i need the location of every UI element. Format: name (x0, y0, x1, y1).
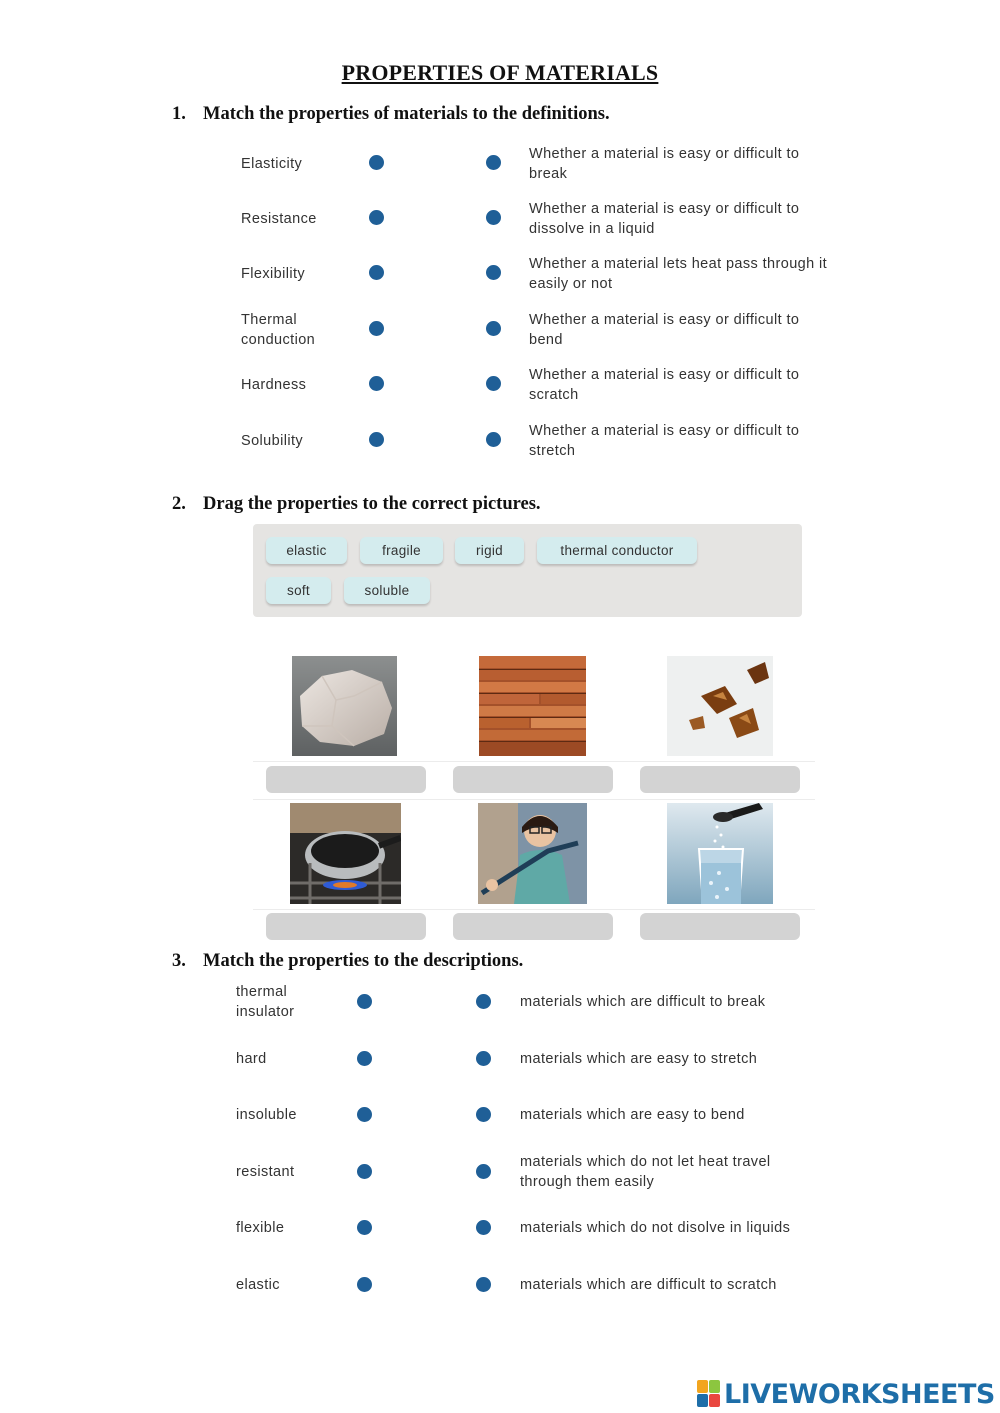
q1-left-match-dot[interactable] (369, 376, 384, 391)
q1-definition-text: Whether a material is easy or difficult to dissolve in a liquid (529, 201, 800, 237)
liveworksheets-logo-icon (697, 1380, 721, 1408)
drop-zone[interactable] (453, 913, 613, 940)
q1-definition-text: Whether a material is easy or difficult to break (529, 146, 800, 182)
q1-left-match-dot[interactable] (369, 155, 384, 170)
drag-chip-soft[interactable]: soft (266, 577, 331, 604)
drop-zone[interactable] (453, 766, 613, 793)
picture-wooden-planks (479, 656, 586, 756)
drop-zone[interactable] (640, 766, 800, 793)
q3-description-text: materials which are easy to bend (520, 1107, 745, 1123)
divider (253, 799, 815, 800)
drop-zone[interactable] (266, 913, 426, 940)
q3-left-match-dot[interactable] (357, 1107, 372, 1122)
drop-zone[interactable] (266, 766, 426, 793)
q1-right-match-dot[interactable] (486, 155, 501, 170)
word-bank (253, 524, 802, 617)
q3-right-match-dot[interactable] (476, 1220, 491, 1235)
picture-broken-glass (667, 656, 773, 756)
q1-left-match-dot[interactable] (369, 210, 384, 225)
q3-property-label: thermal insulator (236, 984, 295, 1020)
picture-pan-on-stove (290, 803, 401, 904)
q3-description-text: materials which do not let heat travel through them easily (520, 1154, 771, 1190)
q1-left-match-dot[interactable] (369, 321, 384, 336)
q3-description-text: materials which do not disolve in liquids (520, 1220, 791, 1236)
picture-salt-in-water (667, 803, 773, 904)
q3-left-match-dot[interactable] (357, 1164, 372, 1179)
drag-chip-elastic[interactable]: elastic (266, 537, 347, 564)
q1-property-label: Hardness (241, 377, 307, 393)
q1-property-label: Thermal conduction (241, 312, 316, 348)
q1-property-label: Flexibility (241, 266, 306, 282)
q1-right-match-dot[interactable] (486, 265, 501, 280)
q3-description-text: materials which are difficult to scratch (520, 1277, 777, 1293)
drop-zone[interactable] (640, 913, 800, 940)
q3-property-label: elastic (236, 1277, 280, 1293)
q3-right-match-dot[interactable] (476, 1164, 491, 1179)
q3-left-match-dot[interactable] (357, 1220, 372, 1235)
q3-left-match-dot[interactable] (357, 1051, 372, 1066)
q3-left-match-dot[interactable] (357, 994, 372, 1009)
page-title: PROPERTIES OF MATERIALS (341, 60, 659, 85)
liveworksheets-logo-text: LIVEWORKSHEETS (724, 1378, 995, 1410)
question-3-heading (172, 951, 523, 972)
divider (253, 761, 815, 762)
q3-property-label: hard (236, 1051, 267, 1067)
q1-right-match-dot[interactable] (486, 376, 501, 391)
q3-right-match-dot[interactable] (476, 1277, 491, 1292)
drag-chip-soluble[interactable]: soluble (344, 577, 430, 604)
drag-chip-fragile[interactable]: fragile (360, 537, 443, 564)
q1-definition-text: Whether a material is easy or difficult to scratch (529, 367, 800, 403)
q3-right-match-dot[interactable] (476, 1107, 491, 1122)
question-1-number: 1. (172, 104, 186, 124)
q3-right-match-dot[interactable] (476, 994, 491, 1009)
q1-right-match-dot[interactable] (486, 321, 501, 336)
question-1-heading (172, 104, 610, 125)
drag-chip-thermal-conductor[interactable]: thermal conductor (537, 537, 697, 564)
q3-left-match-dot[interactable] (357, 1277, 372, 1292)
q3-property-label: resistant (236, 1164, 295, 1180)
q1-left-match-dot[interactable] (369, 265, 384, 280)
question-2-number: 2. (172, 494, 186, 514)
picture-girl-stretching-band (478, 803, 587, 904)
q3-property-label: flexible (236, 1220, 285, 1236)
q1-property-label: Elasticity (241, 156, 303, 172)
liveworksheets-logo (697, 1377, 995, 1411)
q1-definition-text: Whether a material lets heat pass through it easily or not (529, 256, 828, 292)
q3-right-match-dot[interactable] (476, 1051, 491, 1066)
q1-property-label: Resistance (241, 211, 317, 227)
question-3-number: 3. (172, 951, 186, 971)
q3-description-text: materials which are difficult to break (520, 994, 766, 1010)
picture-chalk-rock (292, 656, 397, 756)
q3-description-text: materials which are easy to stretch (520, 1051, 758, 1067)
q3-property-label: insoluble (236, 1107, 297, 1123)
q1-right-match-dot[interactable] (486, 210, 501, 225)
question-1-text: Match the properties of materials to the definitions. (203, 104, 610, 124)
drag-chip-rigid[interactable]: rigid (455, 537, 524, 564)
q1-left-match-dot[interactable] (369, 432, 384, 447)
question-3-text: Match the properties to the descriptions. (203, 951, 524, 971)
q1-definition-text: Whether a material is easy or difficult to stretch (529, 423, 800, 459)
q1-property-label: Solubility (241, 433, 304, 449)
question-2-text: Drag the properties to the correct pictures. (203, 494, 541, 514)
q1-right-match-dot[interactable] (486, 432, 501, 447)
q1-definition-text: Whether a material is easy or difficult to bend (529, 312, 800, 348)
divider (253, 909, 815, 910)
question-2-heading (172, 494, 541, 515)
